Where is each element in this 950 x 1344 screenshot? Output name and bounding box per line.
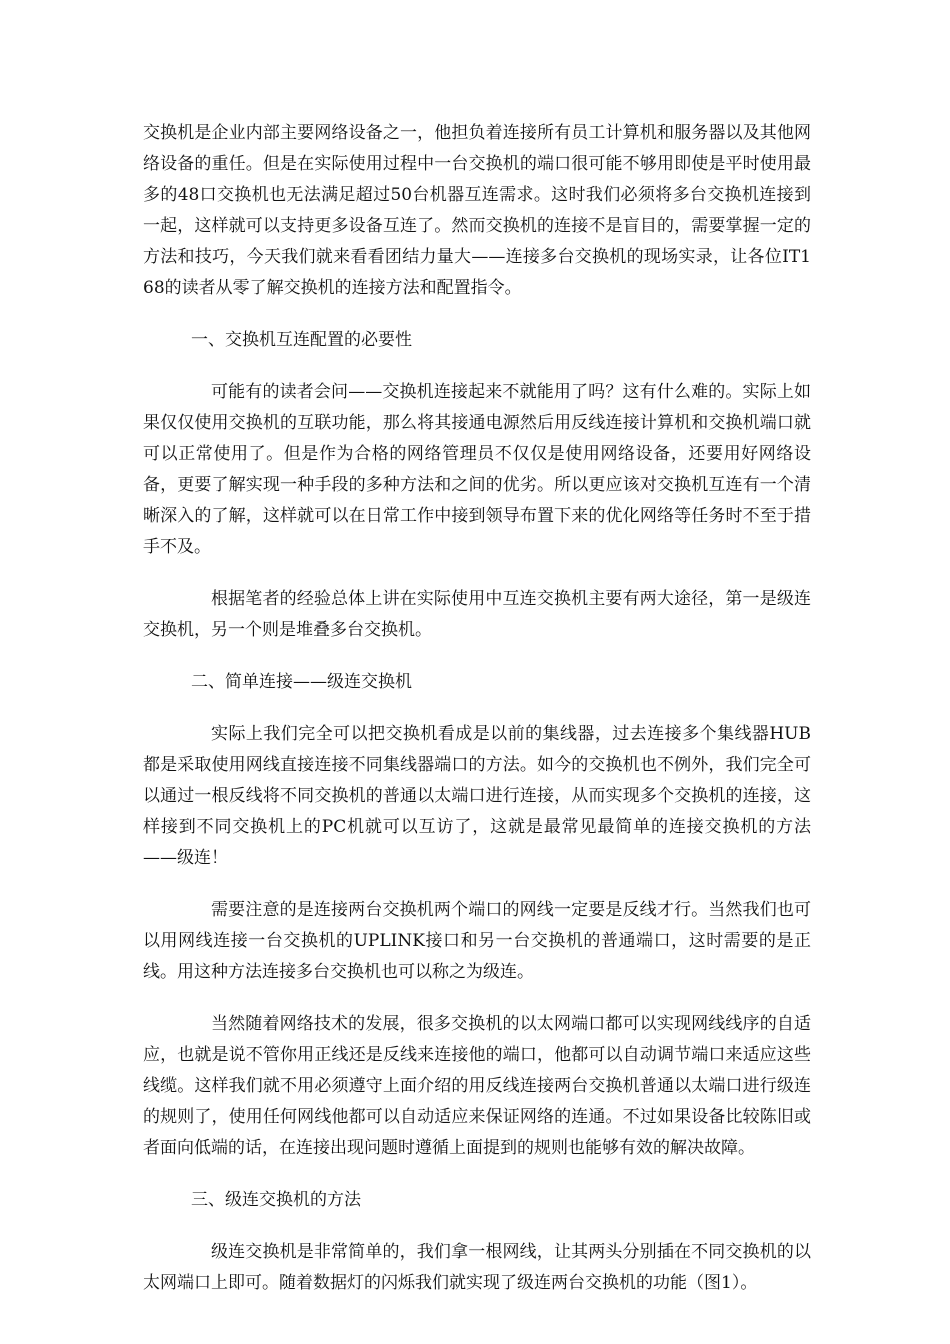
section-heading-3: 三、级连交换机的方法 (191, 1190, 361, 1210)
section-heading-2: 二、简单连接——级连交换机 (191, 672, 412, 692)
section3-paragraph-1: 级连交换机是非常简单的，我们拿一根网线，让其两头分别插在不同交换机的以太网端口上即可。随着数据灯的闪烁我们就实现了级连两台交换机的功能（图1）。 (143, 1242, 811, 1293)
intro-paragraph: 交换机是企业内部主要网络设备之一，他担负着连接所有员工计算机和服务器以及其他网络设备的重任。但是在实际使用过程中一台交换机的端口很可能不够用即使是平时使用最多的48口交换机也无法满足超过50台机器互连需求。这时我们必须将多台交换机连接到一起，这样就可以支持更多设备互连了。然而交换机的连接不是盲目的，需要掌握一定的方法和技巧，今天我们就来看看团结力量大——连接多台交换机的现场实录，让各位IT168的读者从零了解交换机的连接方法和配置指令。 (143, 123, 811, 298)
section2-paragraph-1: 实际上我们完全可以把交换机看成是以前的集线器，过去连接多个集线器HUB都是采取使用网线直接连接不同集线器端口的方法。如今的交换机也不例外，我们完全可以通过一根反线将不同交换机的普通以太端口进行连接，从而实现多个交换机的连接，这样接到不同交换机上的PC机就可以互访了，这就是最常见最简单的连接交换机的方法——级连！ (143, 724, 811, 868)
section-heading-1: 一、交换机互连配置的必要性 (191, 330, 412, 350)
section1-paragraph-2: 根据笔者的经验总体上讲在实际使用中互连交换机主要有两大途径，第一是级连交换机，另一个则是堆叠多台交换机。 (143, 589, 811, 640)
section1-paragraph-1: 可能有的读者会问——交换机连接起来不就能用了吗？这有什么难的。实际上如果仅仅使用交换机的互联功能，那么将其接通电源然后用反线连接计算机和交换机端口就可以正常使用了。但是作为合格的网络管理员不仅仅是使用网络设备，还要用好网络设备，更要了解实现一种手段的多种方法和之间的优劣。所以更应该对交换机互连有一个清晰深入的了解，这样就可以在日常工作中接到领导布置下来的优化网络等任务时不至于措手不及。 (143, 382, 811, 557)
section2-paragraph-2: 需要注意的是连接两台交换机两个端口的网线一定要是反线才行。当然我们也可以用网线连接一台交换机的UPLINK接口和另一台交换机的普通端口，这时需要的是正线。用这种方法连接多台交换机也可以称之为级连。 (143, 900, 811, 982)
document-body (143, 118, 811, 1320)
section2-paragraph-3: 当然随着网络技术的发展，很多交换机的以太网端口都可以实现网线线序的自适应，也就是说不管你用正线还是反线来连接他的端口，他都可以自动调节端口来适应这些线缆。这样我们就不用必须遵守上面介绍的用反线连接两台交换机普通以太端口进行级连的规则了，使用任何网线他都可以自动适应来保证网络的连通。不过如果设备比较陈旧或者面向低端的话，在连接出现问题时遵循上面提到的规则也能够有效的解决故障。 (143, 1014, 811, 1158)
